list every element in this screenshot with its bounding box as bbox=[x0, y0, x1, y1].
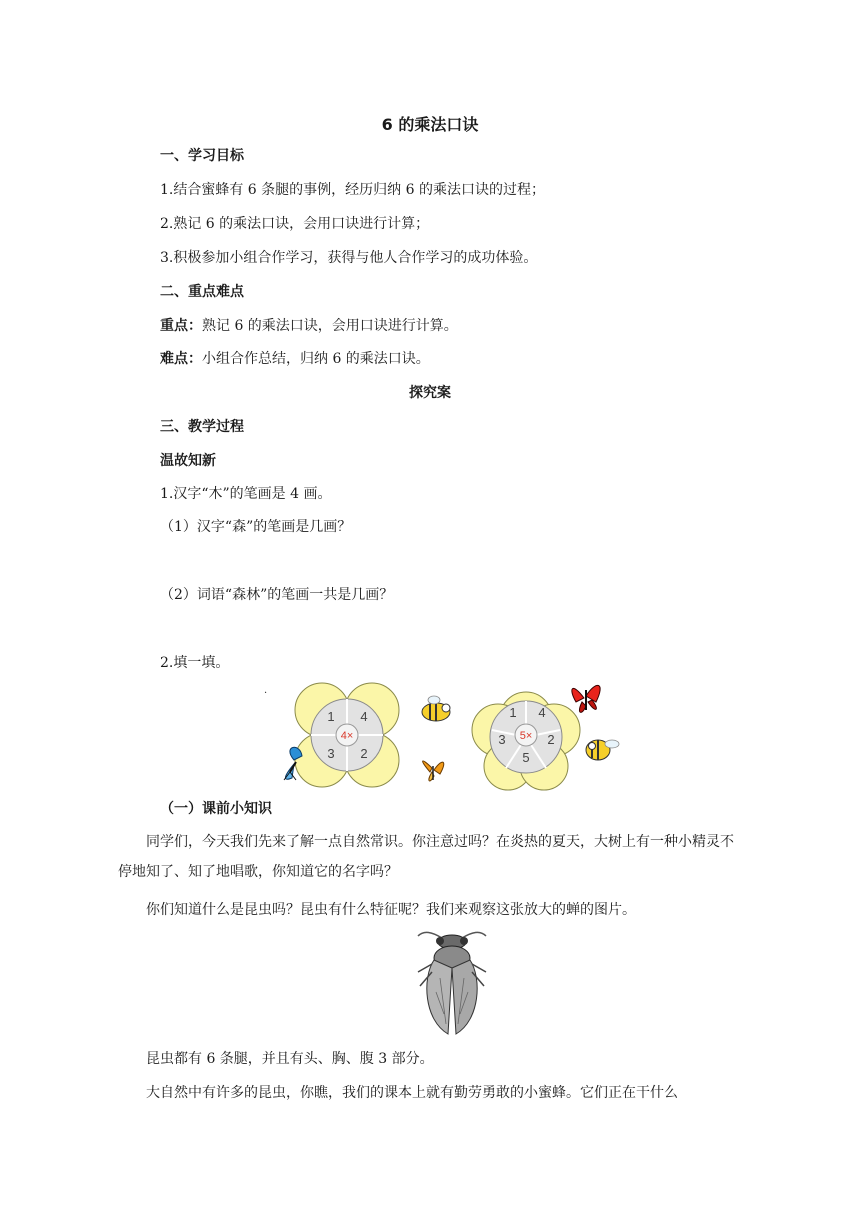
flower-1-petal: 1 bbox=[327, 709, 335, 724]
knowledge-paragraph-4: 大自然中有许多的昆虫，你瞧，我们的课本上就有勤劳勇敢的小蜜蜂。它们正在干什么 bbox=[146, 1085, 678, 1101]
flower-2-center: 5× bbox=[519, 730, 533, 742]
flower-1-petal: 3 bbox=[327, 746, 335, 761]
question-1: 1.汉字“木”的笔画是 4 画。 bbox=[160, 486, 332, 502]
difficult-point-label: 难点： bbox=[160, 351, 202, 367]
question-1a: （1）汉字“森”的笔画是几画？ bbox=[160, 519, 352, 535]
orange-butterfly-icon bbox=[423, 761, 444, 781]
question-1b: （2）词语“森林”的笔画一共是几画？ bbox=[160, 587, 394, 603]
question-2: 2.填一填。 bbox=[160, 655, 230, 671]
red-butterfly-icon bbox=[572, 685, 600, 712]
flower-1-center: 4× bbox=[340, 730, 354, 742]
flower-2-petal: 1 bbox=[509, 705, 517, 720]
key-point-label: 重点： bbox=[160, 318, 202, 334]
flower-1-petal: 2 bbox=[360, 746, 368, 761]
bee-icon bbox=[422, 696, 450, 721]
goal-item-3: 3.积极参加小组合作学习，获得与他人合作学习的成功体验。 bbox=[160, 250, 538, 266]
stray-mark: · bbox=[264, 688, 268, 699]
section-heading-process: 三、教学过程 bbox=[160, 419, 244, 435]
section-heading-goals: 一、学习目标 bbox=[160, 148, 244, 164]
section-heading-keypoints: 二、重点难点 bbox=[160, 284, 244, 300]
flower-2-petal: 5 bbox=[522, 750, 530, 765]
sub-heading-review: 温故知新 bbox=[160, 453, 216, 469]
difficult-point bbox=[160, 349, 430, 369]
flower-2-petal: 4 bbox=[538, 705, 546, 720]
flower-puzzle-figure bbox=[260, 680, 630, 800]
flower-2 bbox=[472, 692, 580, 790]
goal-item-2: 2.熟记 6 的乘法口诀，会用口诀进行计算； bbox=[160, 216, 430, 232]
flower-2-petal: 3 bbox=[498, 732, 506, 747]
difficult-point-text: 小组合作总结，归纳 6 的乘法口诀。 bbox=[202, 351, 430, 367]
knowledge-paragraph-1: 同学们，今天我们先来了解一点自然常识。你注意过吗？在炎热的夏天，大树上有一种小精灵不停地知了、知了地唱歌，你知道它的名字吗？ bbox=[118, 834, 734, 880]
goal-item-1: 1.结合蜜蜂有 6 条腿的事例，经历归纳 6 的乘法口诀的过程； bbox=[160, 182, 545, 198]
sub-heading-knowledge: （一）课前小知识 bbox=[160, 801, 272, 817]
page-title: 6 的乘法口诀 bbox=[381, 115, 479, 134]
knowledge-paragraph-2: 你们知道什么是昆虫吗？昆虫有什么特征呢？我们来观察这张放大的蝉的图片。 bbox=[146, 902, 636, 918]
flower-1 bbox=[295, 683, 399, 787]
key-point bbox=[160, 316, 458, 336]
flower-1-petal: 4 bbox=[360, 709, 368, 724]
explore-title: 探究案 bbox=[409, 385, 451, 401]
key-point-text: 熟记 6 的乘法口诀，会用口诀进行计算。 bbox=[202, 318, 458, 334]
bee-icon bbox=[586, 740, 619, 760]
cicada-image bbox=[412, 928, 492, 1040]
flower-2-petal: 2 bbox=[547, 732, 555, 747]
knowledge-paragraph-3: 昆虫都有 6 条腿，并且有头、胸、腹 3 部分。 bbox=[146, 1051, 434, 1067]
